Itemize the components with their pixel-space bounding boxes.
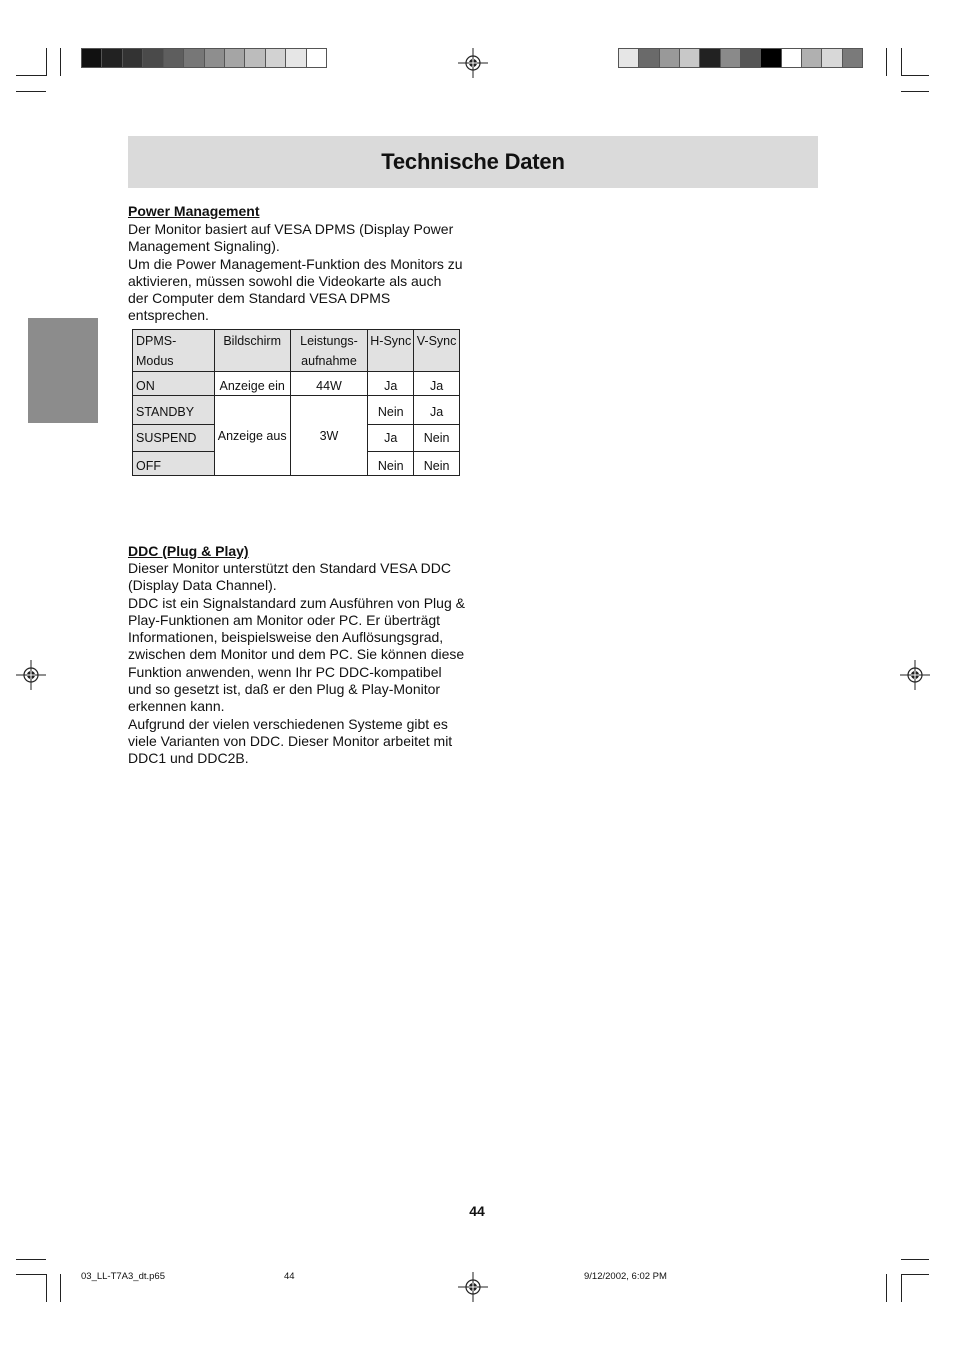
power-cell-merged: 3W <box>290 396 368 476</box>
crop-mark <box>901 48 902 76</box>
crop-mark <box>901 75 929 76</box>
table-header-row <box>133 330 460 372</box>
color-swatch <box>164 49 184 67</box>
crop-mark <box>901 1259 929 1260</box>
mode-cell: OFF <box>133 452 215 476</box>
paragraph: Um die Power Management-Funktion des Monitors zu aktivieren, müssen sowohl die Videokarte als auch der Computer dem Standard VESA DPMS entsprechen. <box>128 255 463 324</box>
color-calibration-bar-left <box>81 48 327 68</box>
section-heading-ddc: DDC (Plug & Play) <box>128 543 249 559</box>
color-swatch <box>619 49 639 67</box>
paragraph: Der Monitor basiert auf VESA DPMS (Display Power Management Signaling). <box>128 221 454 255</box>
header-cell-vsync: V-Sync <box>414 330 460 372</box>
page-title: Technische Daten <box>381 149 565 174</box>
hsync-cell: Ja <box>368 372 414 396</box>
color-swatch <box>741 49 761 67</box>
color-swatch <box>802 49 822 67</box>
power-management-text <box>128 221 464 325</box>
hsync-cell: Nein <box>368 452 414 476</box>
crop-mark <box>901 91 929 92</box>
crop-mark <box>886 1274 887 1302</box>
color-swatch <box>660 49 680 67</box>
color-swatch <box>721 49 741 67</box>
color-swatch <box>225 49 245 67</box>
crop-mark <box>46 48 47 76</box>
crop-mark <box>46 1274 47 1302</box>
vsync-cell: Ja <box>414 396 460 425</box>
crop-mark <box>886 48 887 76</box>
header-cell-power: Leistungs- aufnahme <box>290 330 368 372</box>
footer-date: 9/12/2002, 6:02 PM <box>584 1271 667 1282</box>
screen-cell: Anzeige ein <box>214 372 290 396</box>
hsync-cell: Ja <box>368 425 414 452</box>
vsync-cell: Ja <box>414 372 460 396</box>
color-swatch <box>822 49 842 67</box>
color-swatch <box>143 49 163 67</box>
color-swatch <box>266 49 286 67</box>
color-swatch <box>82 49 102 67</box>
screen-cell-merged: Anzeige aus <box>214 396 290 476</box>
paragraph: Aufgrund der vielen verschiedenen Systeme gibt es viele Varianten von DDC. Dieser Monitor arbeitet mit DDC1 und DDC2B. <box>128 715 453 767</box>
ddc-text <box>128 560 468 768</box>
header-cell-screen: Bildschirm <box>214 330 290 372</box>
paragraph: DDC ist ein Signalstandard zum Ausführen von Plug & Play-Funktionen am Monitor oder PC. Er überträgt Informationen, beispielsweise den Auflösungsgrad, zwischen dem Monitor und dem PC. Sie können diese Funktion anwenden, wenn Ihr PC DDC-kompatibel und so gesetzt ist, daß er den Plug & Play-Monitor erkennen kann. <box>128 594 465 715</box>
vsync-cell: Nein <box>414 452 460 476</box>
crop-mark <box>901 1274 902 1302</box>
color-swatch <box>123 49 143 67</box>
crop-mark <box>60 1274 61 1302</box>
title-band <box>128 136 818 188</box>
header-cell-mode: DPMS- Modus <box>133 330 215 372</box>
chapter-side-tab <box>28 318 98 423</box>
crop-mark <box>901 1274 929 1275</box>
section-heading-power-management: Power Management <box>128 203 260 219</box>
color-swatch <box>245 49 265 67</box>
vsync-cell: Nein <box>414 425 460 452</box>
crop-mark <box>16 1259 46 1260</box>
paragraph: Dieser Monitor unterstützt den Standard VESA DDC (Display Data Channel). <box>128 560 451 594</box>
color-swatch <box>205 49 225 67</box>
crop-mark <box>60 48 61 76</box>
color-swatch <box>843 49 862 67</box>
registration-mark-icon <box>458 1272 488 1302</box>
footer-page: 44 <box>284 1271 295 1282</box>
mode-cell: STANDBY <box>133 396 215 425</box>
header-cell-hsync: H-Sync <box>368 330 414 372</box>
crop-mark <box>16 91 46 92</box>
table-row <box>133 396 460 425</box>
footer-filename: 03_LL-T7A3_dt.p65 <box>81 1271 165 1282</box>
page-number: 44 <box>469 1203 485 1219</box>
crop-mark <box>16 1274 46 1275</box>
power-cell: 44W <box>290 372 368 396</box>
color-swatch <box>307 49 326 67</box>
registration-mark-icon <box>900 660 930 690</box>
crop-mark <box>16 75 46 76</box>
registration-mark-icon <box>458 48 488 78</box>
color-calibration-bar-right <box>618 48 863 68</box>
color-swatch <box>102 49 122 67</box>
color-swatch <box>680 49 700 67</box>
mode-cell: SUSPEND <box>133 425 215 452</box>
color-swatch <box>184 49 204 67</box>
hsync-cell: Nein <box>368 396 414 425</box>
color-swatch <box>639 49 659 67</box>
table-row <box>133 372 460 396</box>
dpms-table <box>132 329 460 476</box>
color-swatch <box>782 49 802 67</box>
mode-cell: ON <box>133 372 215 396</box>
color-swatch <box>286 49 306 67</box>
registration-mark-icon <box>16 660 46 690</box>
color-swatch <box>700 49 720 67</box>
color-swatch <box>761 49 781 67</box>
